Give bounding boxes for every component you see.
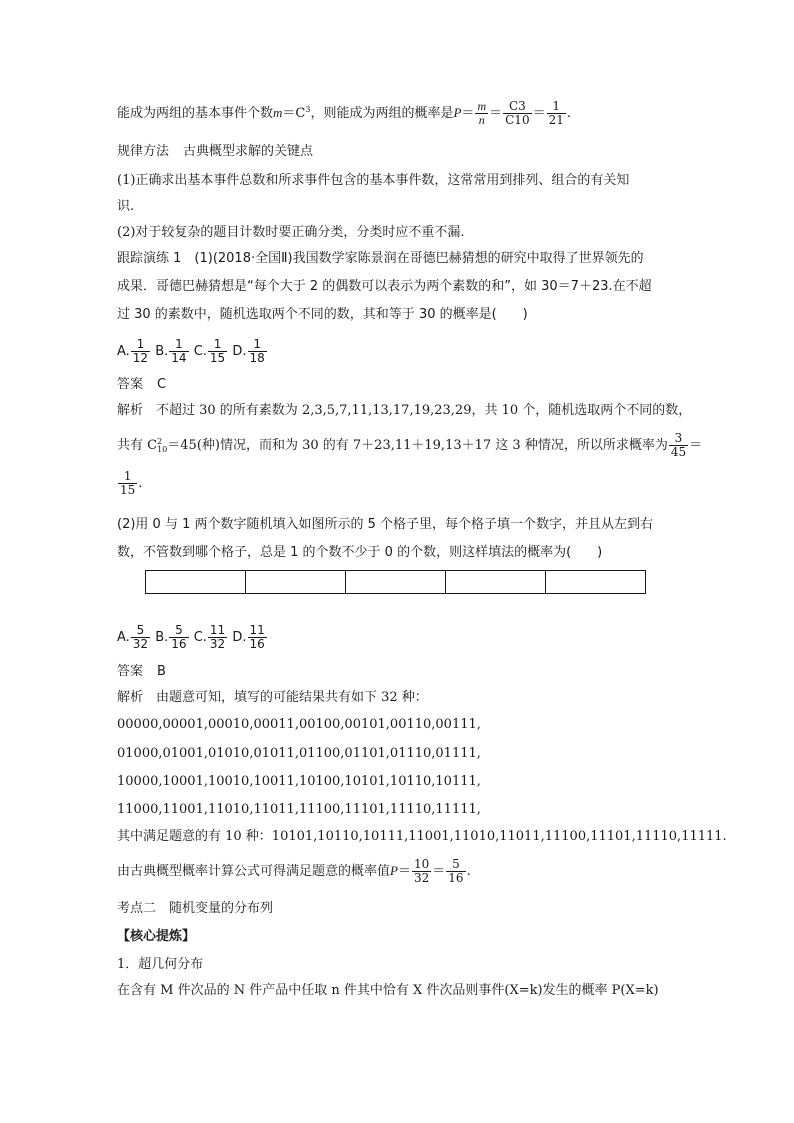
numerator: 11 [249, 623, 265, 637]
period: . [466, 864, 471, 879]
denominator: 32 [132, 637, 149, 651]
options-1 [117, 338, 268, 365]
denominator: 45 [670, 445, 687, 459]
numerator: 1 [118, 470, 137, 484]
practice-line-3: 过 30 的素数中，随机选取两个不同的数，其和等于 30 的概率是( ) [117, 307, 528, 322]
period: . [566, 106, 572, 121]
point-2: (2)对于较复杂的题目计数时要正确分类，分类时应不重不漏. [117, 225, 465, 240]
fraction [503, 100, 531, 127]
numerator: C3 [503, 100, 531, 114]
question-2-line-1: (2)用 0 与 1 两个数字随机填入如图所示的 5 个格子里，每个格子填一个数字，并且从左到右 [117, 517, 654, 532]
option-fraction [208, 338, 227, 365]
denominator: 21 [548, 113, 564, 127]
option-letter: A. [117, 344, 130, 359]
fraction [475, 100, 488, 127]
denominator: 18 [249, 351, 265, 365]
outcome-row: 11000,11001,11010,11011,11100,11101,11110,11111, [117, 802, 481, 817]
comb-indices [157, 438, 167, 454]
numerator: 1 [248, 338, 267, 352]
option-fraction [208, 624, 227, 651]
outcome-row: 01000,01001,01010,01011,01100,01101,01110,01111, [117, 746, 481, 761]
fraction [118, 470, 137, 497]
option-letter: B. [155, 630, 169, 645]
superscript: 2 [157, 436, 163, 446]
method-label: 规律方法 [117, 144, 170, 159]
option-fraction [131, 624, 150, 651]
practice-line-2: 成果．哥德巴赫猜想是“每个大于 2 的偶数可以表示为两个素数的和”，如 30＝7＋23.在不超 [117, 279, 652, 294]
method-heading [117, 143, 313, 161]
option-fraction [131, 338, 150, 365]
numerator: 1 [208, 338, 227, 352]
point-1-cont: 识. [117, 199, 135, 214]
option-fraction [248, 624, 267, 651]
outcome-row: 10000,10001,10010,10011,10100,10101,10110,10111, [117, 774, 481, 789]
denominator: 14 [171, 351, 187, 365]
denominator: 15 [209, 351, 226, 365]
subscript: 10 [157, 444, 168, 454]
fraction [412, 858, 431, 885]
period: . [138, 476, 143, 491]
option-letter: B. [155, 344, 169, 359]
denominator: 16 [171, 637, 187, 651]
equals: ＝ [689, 438, 703, 453]
answer-value: B [157, 664, 166, 679]
text: ＝45(种)情况，而和为 30 的有 7＋23,11＋19,13＋17 这 3 种情况，所以所求概率为 [167, 438, 668, 453]
denominator: 32 [209, 637, 226, 651]
option-letter: C. [193, 630, 207, 645]
core-heading: 【核心提炼】 [117, 929, 196, 944]
denominator: n [478, 113, 485, 127]
combination: ＝C [282, 106, 306, 121]
superscript: 3 [305, 105, 311, 114]
section-title: 考点二 随机变量的分布列 [117, 901, 274, 916]
text: 共有 C [117, 438, 158, 453]
fraction [446, 858, 465, 885]
denominator: 12 [132, 351, 149, 365]
method-title: 古典概型求解的关键点 [183, 144, 314, 159]
numerator: 10 [413, 857, 430, 871]
numerator: 5 [131, 624, 150, 638]
var-p: P [453, 105, 462, 120]
grid-cell [146, 571, 246, 593]
options-2 [117, 624, 268, 651]
analysis-1-line-2 [117, 432, 702, 459]
text: ，则能成为两组的概率是 [310, 106, 454, 121]
grid-cell [346, 571, 446, 593]
option-fraction [248, 338, 267, 365]
analysis-1-result [117, 470, 142, 497]
five-cell-grid [145, 570, 646, 594]
answer-2 [117, 663, 166, 681]
analysis-2-intro: 解析 由题意可知，填写的可能结果共有如下 32 种： [117, 690, 428, 705]
denominator: 15 [120, 483, 136, 497]
equals: ＝ [397, 864, 411, 879]
denominator: 16 [448, 871, 464, 885]
numerator: 1 [131, 338, 150, 352]
var-p: P [390, 863, 398, 878]
satisfy-line: 其中满足题意的有 10 种：10101,10110,10111,11001,11010,11011,11100,11101,11110,11111. [117, 829, 727, 844]
var-m: m [273, 105, 283, 120]
answer-label: 答案 [117, 377, 144, 392]
question-2-line-2: 数，不管数到哪个格子，总是 1 的个数不少于 0 的个数，则这样填法的概率为( ) [117, 545, 603, 560]
text: 由古典概型概率计算公式可得满足题意的概率值 [117, 864, 391, 879]
grid-cell [446, 571, 546, 593]
answer-1 [117, 376, 166, 394]
item-1-heading: 1．超几何分布 [117, 957, 204, 972]
probability-line: 能成为两组的基本事件个数$m=C^3$，则能成为两组的概率是P＝ $\frac{m}{n}$ ＝ $\frac{C3}{C10}$ ＝ $\frac{1}{21}$ . [117, 99, 572, 127]
outcome-row: 00000,00001,00010,00011,00100,00101,00110,00111, [117, 717, 481, 732]
conclusion-line: 由古典概型概率计算公式可得满足题意的概率值P＝ $\frac{10}{32}$ ＝ $\frac{5}{16}$ . [117, 857, 471, 885]
numerator: 11 [209, 623, 226, 637]
denominator: 32 [413, 871, 430, 885]
fraction [669, 432, 688, 459]
answer-value: C [157, 377, 167, 392]
option-letter: D. [232, 344, 247, 359]
option-fraction [169, 338, 188, 365]
numerator: 5 [169, 624, 188, 638]
option-letter: C. [193, 344, 207, 359]
numerator: 5 [446, 858, 465, 872]
option-letter: D. [232, 630, 247, 645]
grid-cell [546, 571, 645, 593]
answer-label: 答案 [117, 664, 144, 679]
numerator: 3 [669, 432, 688, 446]
last-line: 在含有 M 件次品的 N 件产品中任取 n 件其中恰有 X 件次品则事件(X=k)发生的概率 P(X=k) [117, 983, 659, 998]
option-letter: A. [117, 630, 130, 645]
option-fraction [169, 624, 188, 651]
analysis-1-line-1: 解析 不超过 30 的所有素数为 2,3,5,7,11,13,17,19,23,29，共 10 个，随机选取两个不同的数， [117, 403, 692, 418]
numerator: 1 [547, 100, 566, 114]
denominator: 16 [249, 637, 265, 651]
numerator: m [477, 99, 487, 113]
numerator: 1 [169, 338, 188, 352]
text: 能成为两组的基本事件个数 [117, 106, 274, 121]
grid-cell [246, 571, 346, 593]
denominator: C10 [505, 113, 530, 127]
practice-line-1: 跟踪演练 1 (1)(2018·全国Ⅱ)我国数学家陈景润在哥德巴赫猜想的研究中取得了世界领先的 [117, 251, 644, 266]
equals: ＝ [461, 106, 475, 121]
fraction [547, 100, 566, 127]
point-1: (1)正确求出基本事件总数和所求事件包含的基本事件数，这常常用到排列、组合的有关知 [117, 173, 630, 188]
